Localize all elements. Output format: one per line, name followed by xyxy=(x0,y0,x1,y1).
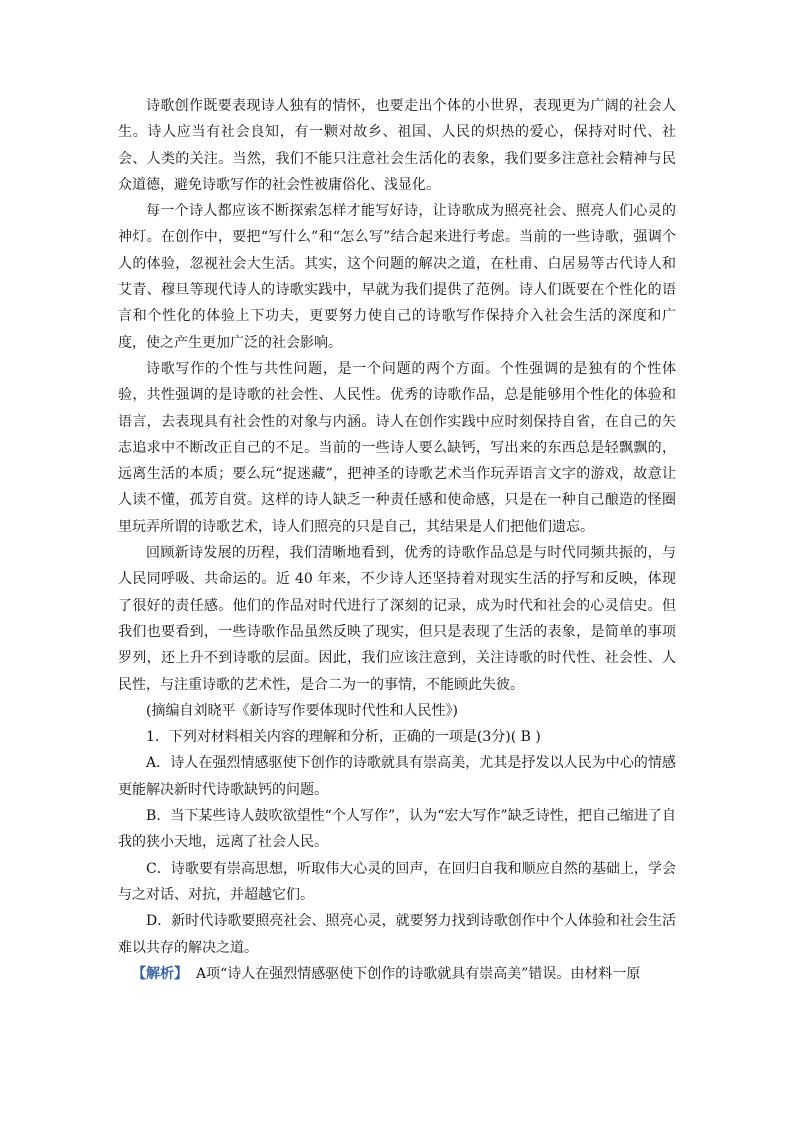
document-page xyxy=(118,93,676,987)
passage xyxy=(118,93,676,724)
analysis-text: A项“诗人在强烈情感驱使下创作的诗歌就具有崇高美”错误。由材料一原 xyxy=(196,965,641,982)
passage-paragraph-1: 诗歌创作既要表现诗人独有的情怀，也要走出个体的小世界，表现更为广阔的社会人生。诗人应当有社会良知，有一颗对故乡、祖国、人民的炽热的爱心，保持对时代、社会、人类的关注。当然，我们不能只注意社会生活化的表象，我们要多注意社会精神与民众道德，避免诗歌写作的社会性被庸俗化、浅显化。 xyxy=(118,98,676,193)
analysis-tag: 【解析】 xyxy=(132,965,188,982)
passage-paragraph-4: 回顾新诗发展的历程，我们清晰地看到，优秀的诗歌作品总是与时代同频共振的，与人民同呼吸、共命运的。近 40 年来，不少诗人还坚持着对现实生活的抒写和反映，体现了很好的责任感。他们的作品对时代进行了深刻的记录，成为时代和社会的心灵信史。但我们也要看到，一些诗歌作品虽然反映了现实，但只是表现了生活的表象，是简单的事项罗列，还上升不到诗歌的层面。因此，我们应该注意到，关注诗歌的时代性、社会性、人民性，与注重诗歌的艺术性，是合二为一的事情，不能顾此失彼。 xyxy=(118,545,676,693)
option-c: C．诗歌要有崇高思想，听取伟大心灵的回声，在回归自我和顺应自然的基础上，学会与之对话、对抗，并超越它们。 xyxy=(118,860,676,903)
passage-paragraph-2: 每一个诗人都应该不断探索怎样才能写好诗，让诗歌成为照亮社会、照亮人们心灵的神灯。在创作中，要把“写什么”和“怎么写”结合起来进行考虑。当前的一些诗歌，强调个人的体验，忽视社会大生活。其实，这个问题的解决之道，在杜甫、白居易等古代诗人和艾青、穆旦等现代诗人的诗歌实践中，早就为我们提供了范例。诗人们既要在个性化的语言和个性化的体验上下功夫，更要努力使自己的诗歌写作保持介入社会生活的深度和广度，使之产生更加广泛的社会影响。 xyxy=(118,203,676,351)
passage-paragraph-3: 诗歌写作的个性与共性问题，是一个问题的两个方面。个性强调的是独有的个性体验，共性强调的是诗歌的社会性、人民性。优秀的诗歌作品，总是能够用个性化的体验和语言，去表现具有社会性的对象与内涵。诗人在创作实践中应时刻保持自省，在自己的矢志追求中不断改正自己的不足。当前的一些诗人要么缺钙，写出来的东西总是轻飘飘的，远离生活的本质；要么玩“捉迷藏”，把神圣的诗歌艺术当作玩弄语言文字的游戏，故意让人读不懂，孤芳自赏。这样的诗人缺乏一种责任感和使命感，只是在一种自己酿造的怪圈里玩弄所谓的诗歌艺术，诗人们照亮的只是自己，其结果是人们把他们遗忘。 xyxy=(118,360,676,535)
option-d: D．新时代诗歌要照亮社会、照亮心灵，就要努力找到诗歌创作中个人体验和社会生活难以共存的解决之道。 xyxy=(118,913,676,956)
question-stem: 1．下列对材料相关内容的理解和分析，正确的一项是(3分)( B ) xyxy=(146,729,541,746)
analysis-line xyxy=(118,961,676,987)
option-b: B．当下某些诗人鼓吹欲望性“个人写作”，认为“宏大写作”缺乏诗性，把自己缩进了自我的狭小天地，远离了社会人民。 xyxy=(118,808,676,851)
passage-source: (摘编自刘晓平《新诗写作要体现时代性和人民性》) xyxy=(146,702,458,719)
option-a: A．诗人在强烈情感驱使下创作的诗歌就具有崇高美，尤其是抒发以人民为中心的情感更能解决新时代诗歌缺钙的问题。 xyxy=(118,755,676,798)
question-block xyxy=(118,724,676,961)
